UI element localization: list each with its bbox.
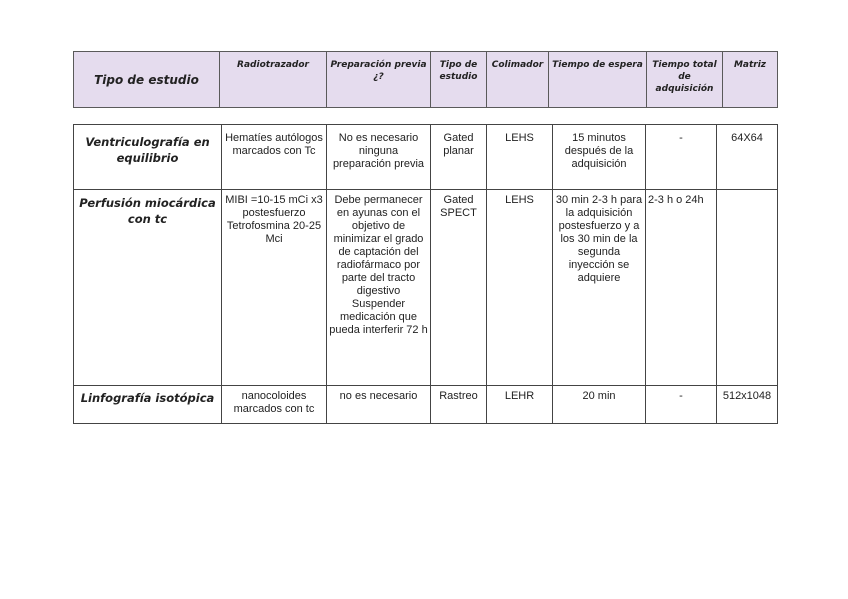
header-tiempo-espera: Tiempo de espera	[549, 52, 647, 108]
header-tipo: Tipo de estudio	[431, 52, 487, 108]
cell-tipo: Rastreo	[431, 385, 487, 423]
cell-radiotrazador: nanocoloides marcados con tc	[222, 385, 327, 423]
cell-matriz: 512x1048	[717, 385, 778, 423]
cell-espera: 20 min	[553, 385, 646, 423]
header-row	[74, 52, 778, 108]
cell-espera: 15 minutos después de la adquisición	[553, 124, 646, 189]
cell-total: -	[646, 385, 717, 423]
cell-preparacion: No es necesario ninguna preparación previa	[327, 124, 431, 189]
cell-colimador: LEHS	[487, 189, 553, 385]
cell-total: -	[646, 124, 717, 189]
header-radiotrazador: Radiotrazador	[220, 52, 327, 108]
cell-matriz: 64X64	[717, 124, 778, 189]
cell-colimador: LEHR	[487, 385, 553, 423]
cell-preparacion: no es necesario	[327, 385, 431, 423]
cell-total: 2-3 h o 24h	[646, 189, 717, 385]
cell-radiotrazador: MIBI =10-15 mCi x3 postesfuerzo Tetrofosmina 20-25 Mci	[222, 189, 327, 385]
header-matriz: Matriz	[723, 52, 778, 108]
header-colimador: Colimador	[487, 52, 549, 108]
cell-estudio: Ventriculografía en equilibrio	[74, 124, 222, 189]
studies-table	[73, 110, 778, 424]
header-tiempo-total: Tiempo total de adquisición	[647, 52, 723, 108]
cell-colimador: LEHS	[487, 124, 553, 189]
cell-matriz	[717, 189, 778, 385]
cell-estudio: Linfografía isotópica	[74, 385, 222, 423]
table-row	[74, 124, 778, 189]
table-row	[74, 385, 778, 423]
cell-tipo: Gated planar	[431, 124, 487, 189]
header-tipo-estudio: Tipo de estudio	[74, 52, 220, 108]
cell-radiotrazador: Hematíes autólogos marcados con Tc	[222, 124, 327, 189]
header-table	[73, 51, 778, 108]
cell-estudio: Perfusión miocárdica con tc	[74, 189, 222, 385]
header-preparacion: Preparación previa ¿?	[327, 52, 431, 108]
spacer-row	[74, 110, 778, 124]
cell-espera: 30 min 2-3 h para la adquisición postesfuerzo y a los 30 min de la segunda inyección se adquiere	[553, 189, 646, 385]
table-row	[74, 189, 778, 385]
cell-preparacion: Debe permanecer en ayunas con el objetivo de minimizar el grado de captación del radiofármaco por parte del tracto digestivo Suspender medicación que pueda interferir 72 h	[327, 189, 431, 385]
cell-tipo: Gated SPECT	[431, 189, 487, 385]
